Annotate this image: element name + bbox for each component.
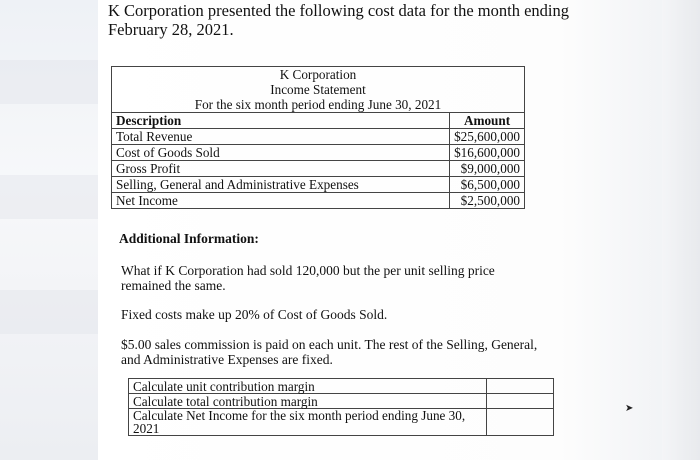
row-description: Net Income [112,193,450,209]
table-row [112,193,525,209]
row-description: Total Revenue [112,129,450,145]
background-right-strip [662,0,700,460]
answer-cell[interactable] [487,394,554,409]
statement-company: K Corporation [112,67,525,83]
table-row [112,129,525,145]
row-description: Cost of Goods Sold [112,145,450,161]
row-amount: $25,600,000 [450,129,525,145]
question-row [129,394,554,409]
row-amount: $6,500,000 [450,177,525,193]
intro-text: K Corporation presented the following cost data for the month ending February 28, 2021. [108,1,569,39]
income-statement-table [111,66,525,209]
background-shade [0,175,98,219]
row-description: Selling, General and Administrative Expenses [112,177,450,193]
question-label: Calculate total contribution margin [129,394,487,409]
answer-cell[interactable] [487,379,554,394]
row-amount: $2,500,000 [450,193,525,209]
question-row [129,409,554,436]
additional-paragraph-commission: $5.00 sales commission is paid on each unit. The rest of the Selling, General, and Administrative Expenses are fixed. [121,337,538,367]
table-row [112,145,525,161]
mouse-cursor-icon: ➤ [625,403,634,414]
background-shade [0,60,98,104]
row-amount: $16,600,000 [450,145,525,161]
statement-title: Income Statement [112,82,525,97]
additional-paragraph-fixed-costs: Fixed costs make up 20% of Cost of Goods Sold. [121,307,388,322]
column-header-amount: Amount [450,113,525,129]
question-label: Calculate Net Income for the six month period ending June 30, 2021 [129,409,487,436]
table-row [112,177,525,193]
row-description: Gross Profit [112,161,450,177]
questions-table [128,378,554,436]
question-row [129,379,554,394]
statement-period: For the six month period ending June 30, 2021 [112,97,525,113]
background-left-strip [0,0,98,460]
additional-info-heading: Additional Information: [119,231,259,246]
background-shade [0,290,98,334]
column-header-description: Description [112,113,450,129]
additional-paragraph-scenario: What if K Corporation had sold 120,000 but the per unit selling price remained the same. [121,263,495,293]
row-amount: $9,000,000 [450,161,525,177]
question-label: Calculate unit contribution margin [129,379,487,394]
answer-cell[interactable] [487,409,554,436]
table-row [112,161,525,177]
